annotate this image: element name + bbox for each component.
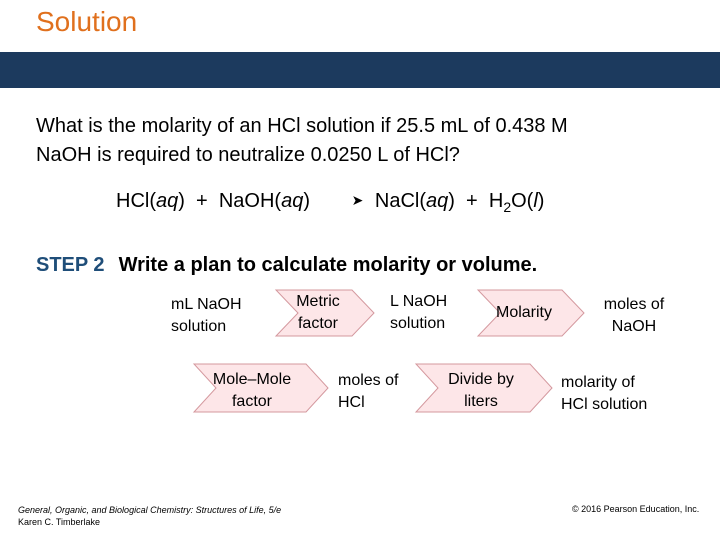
reaction-arrow-icon: ➤ (351, 192, 364, 208)
factor-divide-by-liters: Divide by liters (448, 371, 514, 410)
node-ml-naoh: mL NaOH solution (171, 296, 242, 335)
question-line-1: What is the molarity of an HCl solution if 25.5 mL of 0.438 M (36, 115, 568, 137)
header-band (0, 52, 720, 88)
footer-author: Karen C. Timberlake (18, 517, 101, 527)
eq-reactant-2: NaOH(aq) (218, 190, 311, 212)
eq-product-2: $H_2O(l)$ (488, 190, 545, 215)
eq-product-1: NaCl(aq) (374, 190, 455, 212)
footer-copyright: © 2016 Pearson Education, Inc. (572, 504, 700, 514)
factor-mole-mole: Mole–Mole factor (212, 371, 292, 410)
footer-book-title: General, Organic, and Biological Chemistry: Structures of Life, 5/e (18, 505, 282, 515)
node-moles-naoh: moles of NaOH (603, 296, 665, 335)
slide-title: Solution (36, 6, 138, 37)
eq-reactant-1: HCl(aq) (116, 190, 185, 212)
question-text (36, 112, 696, 170)
node-molarity-hcl: molarity of HCl solution (561, 374, 648, 413)
question-line-2: NaOH is required to neutralize 0.0250 L of HCl? (36, 144, 460, 166)
factor-metric: Metric factor (296, 293, 340, 332)
node-moles-hcl: moles of HCl (338, 372, 399, 411)
factor-molarity: Molarity (495, 304, 552, 321)
footer-citation (18, 504, 281, 528)
step-label: STEP 2 (36, 254, 105, 276)
chemical-equation (116, 190, 544, 215)
step-heading (36, 254, 537, 277)
eq-plus-2: + (466, 190, 478, 212)
eq-plus-1: + (196, 190, 208, 212)
step-text: Write a plan to calculate molarity or volume. (118, 254, 538, 276)
node-l-naoh: L NaOH solution (390, 293, 448, 332)
